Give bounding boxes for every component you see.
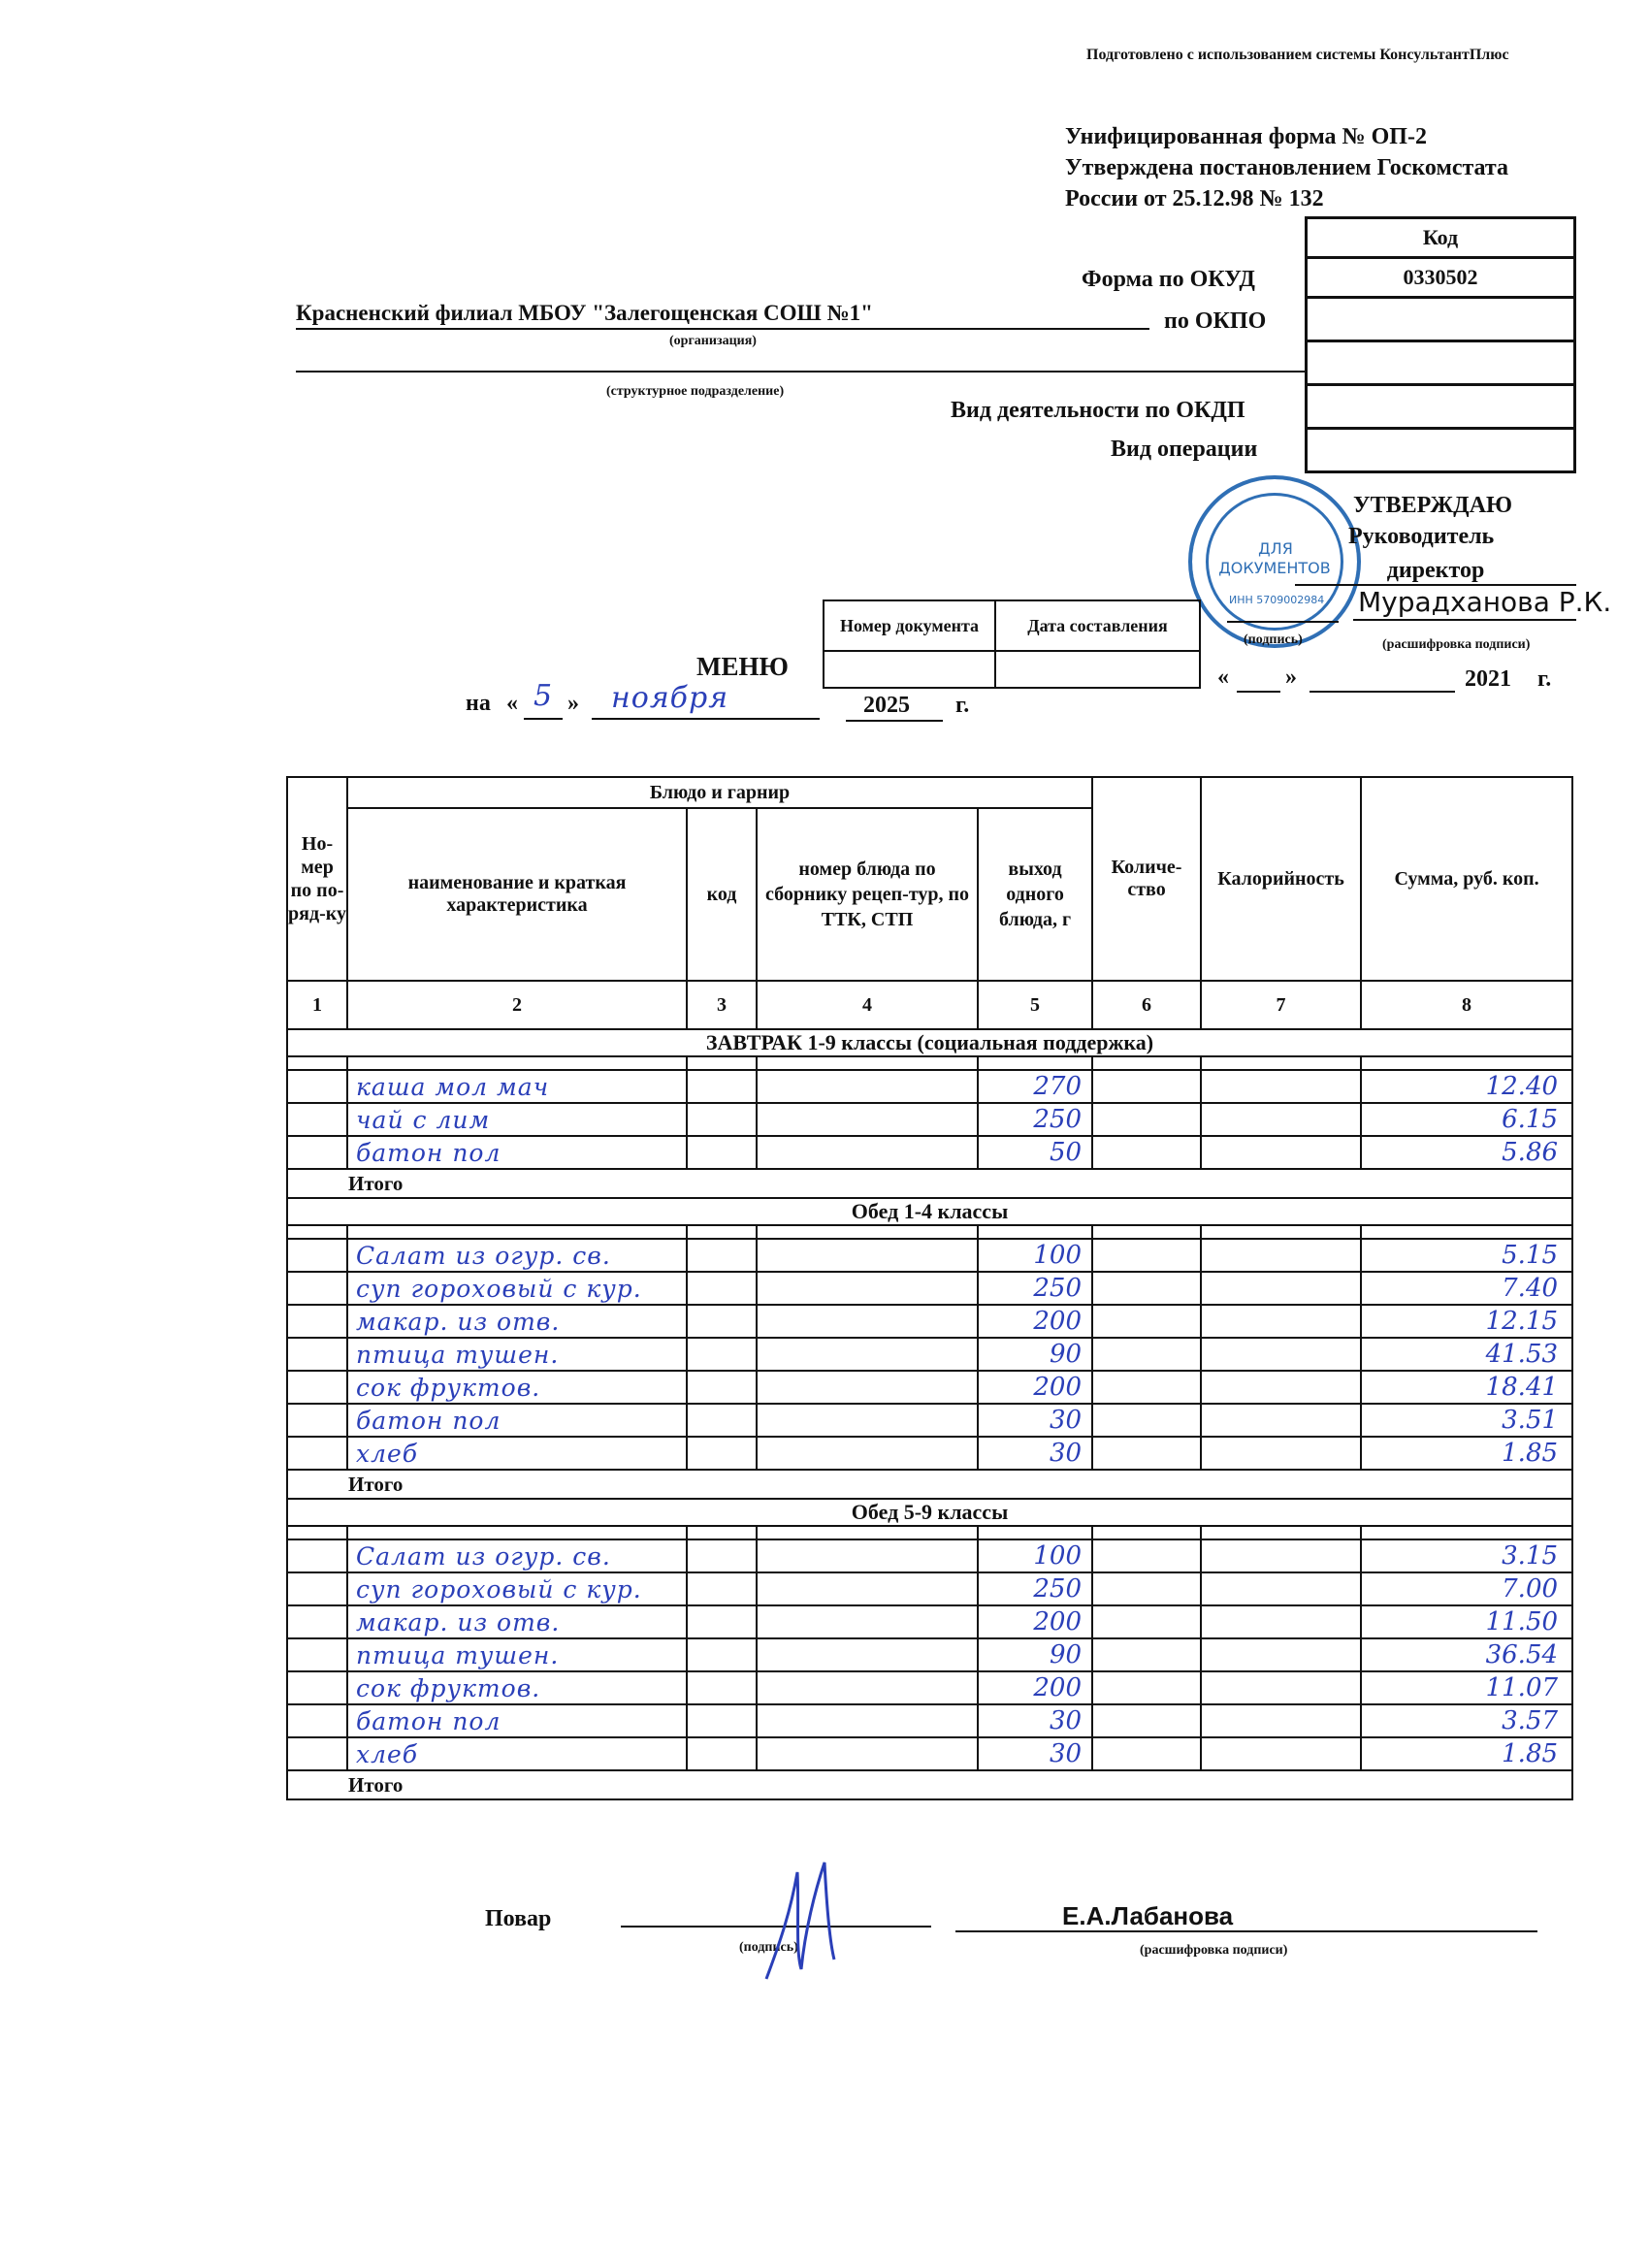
empty-cell: [1092, 1272, 1201, 1305]
menu-on-label: на: [466, 691, 491, 716]
total-label: Итого: [287, 1770, 1572, 1799]
empty-cell: [687, 1371, 757, 1404]
empty-cell: [287, 1272, 347, 1305]
cook-name-line: [955, 1930, 1537, 1932]
empty-cell: [1092, 1338, 1201, 1371]
empty-cell: [757, 1371, 978, 1404]
empty-cell: [757, 1239, 978, 1272]
empty-cell: [287, 1103, 347, 1136]
dish-weight: 30: [978, 1437, 1092, 1470]
document-number-box: [823, 599, 1201, 689]
empty-cell: [287, 1305, 347, 1338]
form-approved-line: Утверждена постановлением Госкомстата: [1065, 155, 1509, 180]
empty-cell: [1201, 1437, 1361, 1470]
dish-sum: 12.40: [1361, 1070, 1572, 1103]
empty-cell: [1201, 1371, 1361, 1404]
dish-sum: 3.51: [1361, 1404, 1572, 1437]
table-row: [287, 1404, 1572, 1437]
cook-label: Повар: [485, 1906, 552, 1931]
dish-sum: 7.40: [1361, 1272, 1572, 1305]
table-row: [287, 1605, 1572, 1638]
section-title-row: [287, 1499, 1572, 1526]
empty-cell: [687, 1704, 757, 1737]
menu-year-line: [846, 720, 943, 722]
approval-title: УТВЕРЖДАЮ: [1353, 493, 1513, 518]
dish-sum: 7.00: [1361, 1572, 1572, 1605]
empty-code-cell: [1307, 341, 1575, 385]
dish-name: Салат из огур. св.: [347, 1539, 687, 1572]
empty-cell: [1201, 1338, 1361, 1371]
total-row: [287, 1169, 1572, 1198]
empty-cell: [687, 1070, 757, 1103]
empty-cell: [1201, 1070, 1361, 1103]
operation-value: [1307, 429, 1575, 472]
empty-cell: [287, 1338, 347, 1371]
document-date-label: Дата составления: [995, 600, 1200, 651]
dish-sum: 36.54: [1361, 1638, 1572, 1671]
col-index-2: 2: [347, 981, 687, 1029]
empty-cell: [687, 1437, 757, 1470]
empty-cell: [1092, 1404, 1201, 1437]
menu-day: 5: [534, 679, 553, 713]
table-row: [287, 1437, 1572, 1470]
empty-cell: [287, 1638, 347, 1671]
dish-weight: 250: [978, 1272, 1092, 1305]
menu-table: [286, 776, 1573, 1800]
section-title: ЗАВТРАК 1-9 классы (социальная поддержка): [287, 1029, 1572, 1056]
dish-name: макар. из отв.: [347, 1605, 687, 1638]
dish-name: птица тушен.: [347, 1338, 687, 1371]
dish-sum: 6.15: [1361, 1103, 1572, 1136]
col-recipe-header: номер блюда по сборнику рецеп-тур, по ТТК, СТП: [757, 808, 978, 981]
empty-cell: [1092, 1737, 1201, 1770]
dish-sum: 11.07: [1361, 1671, 1572, 1704]
empty-cell: [1201, 1704, 1361, 1737]
menu-title: МЕНЮ: [696, 652, 789, 681]
col-name-header: наименование и краткая характеристика: [347, 808, 687, 981]
empty-cell: [757, 1338, 978, 1371]
col-index-1: 1: [287, 981, 347, 1029]
empty-cell: [1092, 1136, 1201, 1169]
empty-cell: [1201, 1572, 1361, 1605]
empty-cell: [687, 1338, 757, 1371]
table-row: [287, 1371, 1572, 1404]
organization-name: Красненский филиал МБОУ "Залегощенская СОШ №1": [296, 301, 1149, 330]
approval-sign-line: [1227, 601, 1339, 623]
dish-name: суп гороховый с кур.: [347, 1272, 687, 1305]
okud-value: 0330502: [1307, 258, 1575, 298]
empty-cell: [1092, 1103, 1201, 1136]
approval-decode-caption: (расшифровка подписи): [1382, 637, 1531, 652]
empty-cell: [1201, 1272, 1361, 1305]
form-approved-date: России от 25.12.98 № 132: [1065, 186, 1324, 211]
col-sum-header: Сумма, руб. коп.: [1361, 777, 1572, 981]
spacer-row: [287, 1526, 1572, 1539]
dish-sum: 1.85: [1361, 1437, 1572, 1470]
empty-cell: [757, 1737, 978, 1770]
table-row: [287, 1103, 1572, 1136]
col-number-header: Но-мер по по-ряд-ку: [287, 777, 347, 981]
empty-cell: [757, 1704, 978, 1737]
dish-weight: 30: [978, 1704, 1092, 1737]
dish-weight: 100: [978, 1539, 1092, 1572]
empty-cell: [1092, 1572, 1201, 1605]
division-line: [296, 361, 1305, 373]
dish-name: каша мол мач: [347, 1070, 687, 1103]
division-caption: (структурное подразделение): [606, 384, 785, 399]
dish-sum: 3.15: [1361, 1539, 1572, 1572]
col-quantity-header: Количе-ство: [1092, 777, 1201, 981]
empty-cell: [757, 1070, 978, 1103]
document-number-label: Номер документа: [824, 600, 995, 651]
total-row: [287, 1770, 1572, 1799]
empty-cell: [287, 1239, 347, 1272]
col-index-5: 5: [978, 981, 1092, 1029]
spacer-row: [287, 1056, 1572, 1070]
empty-cell: [687, 1572, 757, 1605]
dish-name: Салат из огур. св.: [347, 1239, 687, 1272]
table-row: [287, 1638, 1572, 1671]
empty-cell: [287, 1539, 347, 1572]
dish-weight: 200: [978, 1305, 1092, 1338]
cook-name: Е.А.Лабанова: [1062, 1901, 1234, 1930]
dish-weight: 90: [978, 1338, 1092, 1371]
stamp-inn: ИНН 5709002984: [1229, 594, 1325, 606]
empty-cell: [1092, 1305, 1201, 1338]
empty-cell: [287, 1572, 347, 1605]
dish-name: батон пол: [347, 1404, 687, 1437]
approval-year-suffix: г.: [1537, 666, 1552, 692]
dish-weight: 250: [978, 1572, 1092, 1605]
empty-cell: [287, 1437, 347, 1470]
section-title: Обед 5-9 классы: [287, 1499, 1572, 1526]
dish-weight: 30: [978, 1737, 1092, 1770]
table-row: [287, 1272, 1572, 1305]
empty-cell: [1092, 1638, 1201, 1671]
dish-name: птица тушен.: [347, 1638, 687, 1671]
menu-year: 2025: [863, 693, 910, 718]
empty-cell: [687, 1305, 757, 1338]
approval-date-open: «: [1217, 664, 1229, 690]
dish-sum: 41.53: [1361, 1338, 1572, 1371]
spacer-row: [287, 1225, 1572, 1239]
stamp-center-text: ДЛЯ: [1258, 539, 1293, 558]
empty-cell: [757, 1437, 978, 1470]
dish-weight: 200: [978, 1371, 1092, 1404]
table-row: [287, 1539, 1572, 1572]
table-row: [287, 1338, 1572, 1371]
table-row: [287, 1671, 1572, 1704]
empty-cell: [687, 1103, 757, 1136]
col-calories-header: Калорийность: [1201, 777, 1361, 981]
empty-cell: [1092, 1671, 1201, 1704]
section-title-row: [287, 1198, 1572, 1225]
empty-cell: [1201, 1305, 1361, 1338]
table-row: [287, 1136, 1572, 1169]
empty-cell: [287, 1704, 347, 1737]
code-header: Код: [1307, 218, 1575, 258]
empty-cell: [1092, 1437, 1201, 1470]
dish-sum: 12.15: [1361, 1305, 1572, 1338]
empty-cell: [757, 1103, 978, 1136]
dish-sum: 18.41: [1361, 1371, 1572, 1404]
table-row: [287, 1572, 1572, 1605]
empty-cell: [1092, 1605, 1201, 1638]
menu-close-quote: »: [567, 691, 579, 716]
empty-cell: [1092, 1239, 1201, 1272]
empty-cell: [757, 1272, 978, 1305]
dish-sum: 5.15: [1361, 1239, 1572, 1272]
dish-weight: 100: [978, 1239, 1092, 1272]
empty-cell: [287, 1136, 347, 1169]
okdp-value: [1307, 385, 1575, 429]
empty-cell: [1201, 1737, 1361, 1770]
col-index-7: 7: [1201, 981, 1361, 1029]
dish-name: сок фруктов.: [347, 1371, 687, 1404]
empty-cell: [1201, 1671, 1361, 1704]
dish-weight: 270: [978, 1070, 1092, 1103]
approval-day-field: [1237, 669, 1280, 693]
empty-cell: [287, 1070, 347, 1103]
section-title: Обед 1-4 классы: [287, 1198, 1572, 1225]
empty-cell: [1092, 1371, 1201, 1404]
operation-label: Вид операции: [1111, 437, 1258, 462]
okpo-value: [1307, 298, 1575, 341]
organization-caption: (организация): [669, 334, 757, 348]
cook-signature: [737, 1853, 863, 1998]
document-date-value: [995, 651, 1200, 688]
empty-cell: [1201, 1404, 1361, 1437]
dish-group-header: Блюдо и гарнир: [347, 777, 1092, 808]
empty-cell: [687, 1605, 757, 1638]
dish-weight: 200: [978, 1605, 1092, 1638]
total-label: Итого: [287, 1169, 1572, 1198]
dish-name: сок фруктов.: [347, 1671, 687, 1704]
col-index-4: 4: [757, 981, 978, 1029]
empty-cell: [757, 1539, 978, 1572]
approval-year: 2021: [1465, 666, 1511, 692]
stamp-center-text-2: ДОКУМЕНТОВ: [1218, 559, 1331, 577]
dish-weight: 30: [978, 1404, 1092, 1437]
table-row: [287, 1737, 1572, 1770]
empty-cell: [1092, 1539, 1201, 1572]
dish-name: хлеб: [347, 1737, 687, 1770]
empty-cell: [287, 1404, 347, 1437]
empty-cell: [1201, 1136, 1361, 1169]
empty-cell: [757, 1305, 978, 1338]
table-row: [287, 1704, 1572, 1737]
empty-cell: [757, 1605, 978, 1638]
cook-decode-caption: (расшифровка подписи): [1140, 1943, 1288, 1958]
menu-year-suffix: г.: [955, 693, 970, 718]
cook-sign-caption: (подпись): [739, 1940, 798, 1955]
okdp-label: Вид деятельности по ОКДП: [951, 398, 1245, 423]
dish-sum: 1.85: [1361, 1737, 1572, 1770]
dish-sum: 11.50: [1361, 1605, 1572, 1638]
col-weight-header: выход одного блюда, г: [978, 808, 1092, 981]
form-title: Унифицированная форма № ОП-2: [1065, 124, 1427, 149]
consultant-note: Подготовлено с использованием системы КонсультантПлюс: [1086, 47, 1509, 63]
empty-cell: [687, 1638, 757, 1671]
empty-cell: [1201, 1103, 1361, 1136]
menu-month-line: [592, 718, 820, 720]
empty-cell: [1092, 1704, 1201, 1737]
empty-cell: [757, 1638, 978, 1671]
approval-sign-caption: (подпись): [1244, 632, 1303, 647]
approval-role: Руководитель: [1348, 524, 1495, 549]
approval-month-field: [1310, 669, 1455, 693]
dish-weight: 250: [978, 1103, 1092, 1136]
dish-name: хлеб: [347, 1437, 687, 1470]
menu-day-line: [524, 718, 563, 720]
approval-name: Мурадханова Р.К.: [1358, 586, 1612, 618]
empty-cell: [687, 1239, 757, 1272]
menu-open-quote: «: [506, 691, 518, 716]
approval-position: директор: [1295, 558, 1576, 586]
empty-cell: [287, 1737, 347, 1770]
empty-cell: [687, 1671, 757, 1704]
table-row: [287, 1239, 1572, 1272]
empty-cell: [687, 1539, 757, 1572]
empty-cell: [757, 1671, 978, 1704]
menu-month: ноября: [611, 681, 729, 715]
dish-name: макар. из отв.: [347, 1305, 687, 1338]
dish-name: батон пол: [347, 1704, 687, 1737]
empty-cell: [1201, 1605, 1361, 1638]
empty-cell: [687, 1272, 757, 1305]
empty-cell: [287, 1371, 347, 1404]
dish-name: суп гороховый с кур.: [347, 1572, 687, 1605]
okud-label: Форма по ОКУД: [1082, 267, 1255, 292]
approval-date-close: »: [1285, 664, 1297, 690]
dish-sum: 5.86: [1361, 1136, 1572, 1169]
empty-cell: [1092, 1070, 1201, 1103]
empty-cell: [1201, 1239, 1361, 1272]
dish-weight: 50: [978, 1136, 1092, 1169]
document-number-value: [824, 651, 995, 688]
empty-cell: [687, 1737, 757, 1770]
empty-cell: [287, 1671, 347, 1704]
empty-cell: [287, 1605, 347, 1638]
total-label: Итого: [287, 1470, 1572, 1499]
code-box: [1305, 216, 1576, 473]
empty-cell: [687, 1136, 757, 1169]
dish-weight: 200: [978, 1671, 1092, 1704]
empty-cell: [757, 1572, 978, 1605]
empty-cell: [757, 1136, 978, 1169]
dish-name: чай с лим: [347, 1103, 687, 1136]
table-row: [287, 1070, 1572, 1103]
col-index-3: 3: [687, 981, 757, 1029]
approval-name-line: [1353, 619, 1576, 621]
empty-cell: [1201, 1539, 1361, 1572]
empty-cell: [687, 1404, 757, 1437]
dish-sum: 3.57: [1361, 1704, 1572, 1737]
empty-cell: [1201, 1638, 1361, 1671]
empty-cell: [757, 1404, 978, 1437]
col-code-header: код: [687, 808, 757, 981]
col-index-8: 8: [1361, 981, 1572, 1029]
section-title-row: [287, 1029, 1572, 1056]
col-index-6: 6: [1092, 981, 1201, 1029]
dish-name: батон пол: [347, 1136, 687, 1169]
total-row: [287, 1470, 1572, 1499]
okpo-label: по ОКПО: [1164, 308, 1267, 334]
dish-weight: 90: [978, 1638, 1092, 1671]
table-row: [287, 1305, 1572, 1338]
